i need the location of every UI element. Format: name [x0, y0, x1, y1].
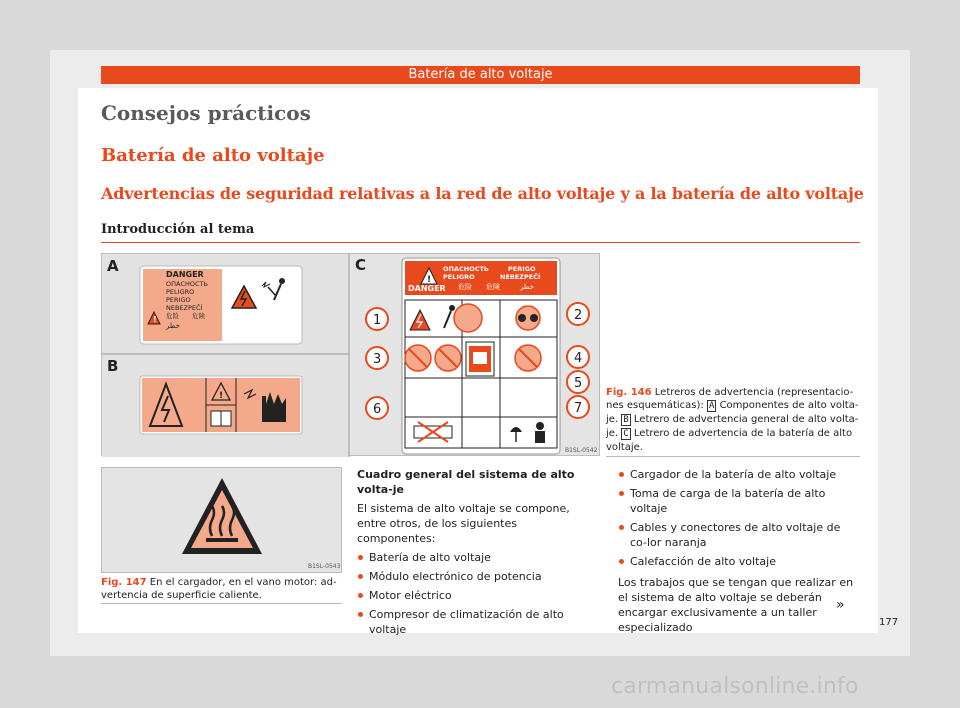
- figure-146-number: Fig. 146: [606, 387, 652, 398]
- overview-subheading: Cuadro general del sistema de alto volta-je: [357, 468, 575, 496]
- caption-147-text: En el cargador, en el vano motor: ad-vertencia de superficie caliente.: [101, 577, 337, 601]
- figure-146-caption: [606, 386, 860, 454]
- watermark: carmanualsonline.info: [611, 674, 859, 699]
- caption-tag-a: A: [708, 401, 715, 411]
- page-number: 177: [879, 617, 899, 628]
- danger-a-5: 危险: [166, 312, 179, 320]
- caption-147-divider: [101, 603, 342, 604]
- list-item: Compresor de climatización de alto voltaje: [357, 607, 597, 637]
- danger-a-4: NEBEZPEČÍ: [166, 304, 203, 312]
- list-item: Cables y conectores de alto voltaje de co-lor naranja: [618, 520, 860, 550]
- workshop-note: Los trabajos que se tengan que realizar en el sistema de alto voltaje se deberán encargar exclusivamente a un taller especializado: [618, 576, 854, 634]
- danger-a-0: DANGER: [166, 270, 204, 279]
- danger-c-cjk2: 危険: [486, 283, 500, 291]
- caption-tag-c: C: [623, 429, 629, 439]
- danger-c-cjk1: 危险: [458, 283, 472, 291]
- danger-a-1: ОПАСНОСТЬ: [166, 280, 208, 288]
- danger-sign-a: [140, 266, 302, 344]
- electrocution-icon: [449, 305, 455, 311]
- protective-gear-icon: [454, 304, 482, 332]
- warning-signs-illustration: [102, 254, 601, 457]
- svg-text:!: !: [153, 315, 157, 324]
- list-item: Cargador de la batería de alto voltaje: [618, 467, 860, 482]
- list-item: Batería de alto voltaje: [357, 550, 597, 565]
- caption-146-part4: Letrero de advertencia de la batería de alto voltaje.: [606, 428, 853, 453]
- danger-c-1b: PERIGO: [508, 265, 536, 273]
- section-title: Batería de alto voltaje: [101, 145, 325, 166]
- figure-147-number: Fig. 147: [101, 577, 147, 588]
- danger-c-2b: NEBEZPEČÍ: [500, 273, 541, 281]
- badge-2: 2: [574, 308, 583, 323]
- list-item: Toma de carga de la batería de alto voltaje: [618, 486, 860, 516]
- list-item: Calefacción de alto voltaje: [618, 554, 860, 569]
- figure-147-code: B1SL-0543: [308, 563, 341, 570]
- person-shock-icon: [279, 278, 285, 284]
- hot-surface-illustration: [102, 468, 343, 574]
- continue-mark: »: [836, 597, 845, 613]
- badge-3: 3: [373, 352, 382, 367]
- danger-c-2a: PELIGRO: [443, 273, 475, 281]
- caption-146-part3: Letrero de advertencia general de alto volta-je.: [606, 414, 859, 439]
- badge-1: 1: [373, 313, 382, 328]
- battery-warning-sign-c: [366, 258, 589, 454]
- danger-a-2: PELIGRO: [166, 288, 195, 296]
- badge-6: 6: [373, 402, 382, 417]
- caption-divider: [606, 456, 860, 457]
- text-column-2: [357, 467, 597, 641]
- label-b: B: [107, 357, 119, 375]
- subsection-title: Advertencias de seguridad relativas a la red de alto voltaje y a la batería de alto voltaje: [101, 184, 864, 203]
- caption-146-part1: Letreros de advertencia (representacio-nes esquemáticas):: [606, 387, 854, 411]
- danger-c-main: DANGER: [408, 284, 446, 293]
- text-column-3: [618, 467, 860, 639]
- topic-divider: [101, 242, 860, 243]
- figure-146-code: B1SL-0542: [565, 447, 598, 454]
- danger-c-1a: ОПАСНОСТЬ: [443, 265, 489, 273]
- label-c: C: [355, 256, 367, 274]
- warning-sign-b: [140, 376, 302, 434]
- danger-a-7: خطر: [166, 322, 180, 330]
- label-a: A: [107, 257, 119, 275]
- svg-text:!: !: [427, 275, 432, 285]
- figure-146: [101, 253, 600, 456]
- badge-5: 5: [574, 376, 583, 391]
- worker-icon: [536, 422, 544, 430]
- caption-tag-b: B: [623, 415, 629, 425]
- list-item: Módulo electrónico de potencia: [357, 569, 597, 584]
- overview-intro: El sistema de alto voltaje se compone, entre otros, de los siguientes componentes:: [357, 502, 570, 545]
- figure-147: [101, 467, 342, 573]
- list-item: Motor eléctrico: [357, 588, 597, 603]
- caption-146-part2: Componentes de alto volta-je.: [606, 400, 859, 425]
- figure-147-caption: [101, 576, 342, 602]
- section-banner: Batería de alto voltaje: [101, 66, 860, 84]
- danger-a-3: PERIGO: [166, 296, 191, 304]
- topic-title: Introducción al tema: [101, 222, 255, 237]
- danger-c-ar: خطر: [520, 283, 534, 291]
- page-title: Consejos prácticos: [101, 101, 311, 125]
- svg-text:!: !: [219, 391, 224, 401]
- badge-7: 7: [574, 401, 583, 416]
- badge-4: 4: [574, 351, 583, 366]
- danger-a-6: 危険: [192, 312, 205, 320]
